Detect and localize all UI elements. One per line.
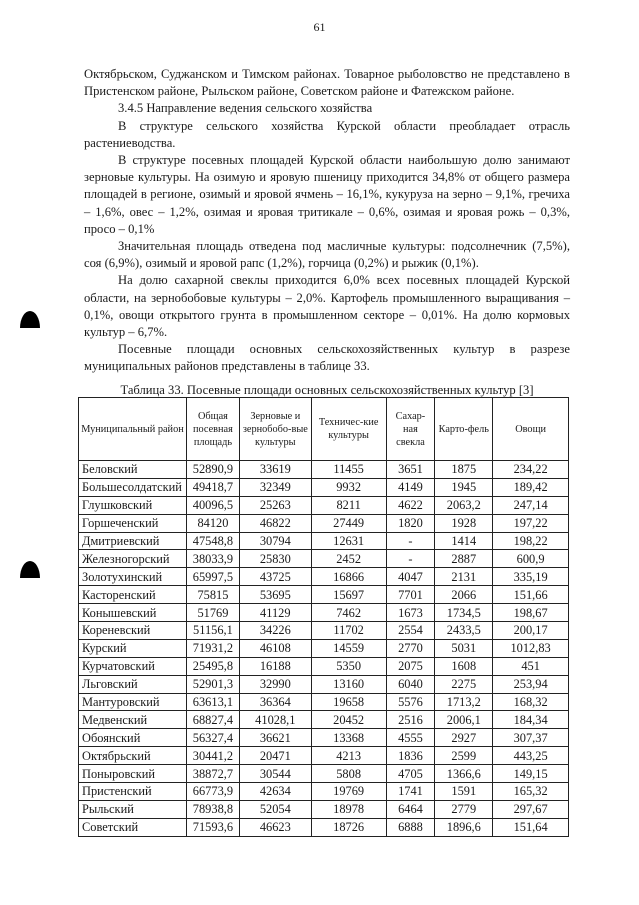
sugar-beet-area-cell: 2770 <box>386 639 435 657</box>
table-row <box>79 729 569 747</box>
total-area-cell: 25495,8 <box>186 657 239 675</box>
header-potato: Карто-фель <box>435 398 493 461</box>
potato-area-cell: 1928 <box>435 514 493 532</box>
district-name-cell: Поныровский <box>79 765 187 783</box>
sugar-beet-area-cell: 4705 <box>386 765 435 783</box>
technical-area-cell: 13368 <box>311 729 386 747</box>
binder-hole-mark <box>20 561 40 578</box>
total-area-cell: 71931,2 <box>186 639 239 657</box>
technical-area-cell: 15697 <box>311 586 386 604</box>
technical-area-cell: 18726 <box>311 818 386 836</box>
sugar-beet-area-cell: 4622 <box>386 496 435 514</box>
vegetables-area-cell: 184,34 <box>493 711 569 729</box>
total-area-cell: 75815 <box>186 586 239 604</box>
grain-area-cell: 25263 <box>239 496 311 514</box>
header-district: Муниципальный район <box>79 398 187 461</box>
grain-area-cell: 16188 <box>239 657 311 675</box>
district-name-cell: Кореневский <box>79 622 187 640</box>
potato-area-cell: 1608 <box>435 657 493 675</box>
sugar-beet-area-cell: - <box>386 532 435 550</box>
sugar-beet-area-cell: 1673 <box>386 604 435 622</box>
district-name-cell: Железногорский <box>79 550 187 568</box>
total-area-cell: 30441,2 <box>186 747 239 765</box>
total-area-cell: 78938,8 <box>186 800 239 818</box>
sugar-beet-area-cell: 4555 <box>386 729 435 747</box>
technical-area-cell: 7462 <box>311 604 386 622</box>
vegetables-area-cell: 234,22 <box>493 461 569 479</box>
table-row <box>79 478 569 496</box>
district-name-cell: Пристенский <box>79 783 187 801</box>
vegetables-area-cell: 165,32 <box>493 783 569 801</box>
potato-area-cell: 2433,5 <box>435 622 493 640</box>
total-area-cell: 47548,8 <box>186 532 239 550</box>
grain-area-cell: 32990 <box>239 675 311 693</box>
grain-area-cell: 41028,1 <box>239 711 311 729</box>
sugar-beet-area-cell: 4149 <box>386 478 435 496</box>
table-row <box>79 747 569 765</box>
vegetables-area-cell: 151,64 <box>493 818 569 836</box>
sugar-beet-area-cell: 1836 <box>386 747 435 765</box>
potato-area-cell: 1734,5 <box>435 604 493 622</box>
table-caption: Таблица 33. Посевные площади основных сельскохозяйственных культур [3] <box>120 383 534 397</box>
table-row <box>79 604 569 622</box>
grain-area-cell: 36621 <box>239 729 311 747</box>
vegetables-area-cell: 198,67 <box>493 604 569 622</box>
district-name-cell: Касторенский <box>79 586 187 604</box>
technical-area-cell: 5350 <box>311 657 386 675</box>
grain-area-cell: 46108 <box>239 639 311 657</box>
sugar-beet-area-cell: 2516 <box>386 711 435 729</box>
total-area-cell: 71593,6 <box>186 818 239 836</box>
sugar-beet-area-cell: 2075 <box>386 657 435 675</box>
grain-area-cell: 46822 <box>239 514 311 532</box>
total-area-cell: 63613,1 <box>186 693 239 711</box>
table-row <box>79 622 569 640</box>
potato-area-cell: 1896,6 <box>435 818 493 836</box>
potato-area-cell: 1945 <box>435 478 493 496</box>
district-name-cell: Медвенский <box>79 711 187 729</box>
total-area-cell: 66773,9 <box>186 783 239 801</box>
table-row <box>79 496 569 514</box>
sugar-beet-area-cell: 6888 <box>386 818 435 836</box>
table-row <box>79 711 569 729</box>
table-row <box>79 532 569 550</box>
grain-area-cell: 46623 <box>239 818 311 836</box>
grain-area-cell: 20471 <box>239 747 311 765</box>
potato-area-cell: 2275 <box>435 675 493 693</box>
district-name-cell: Большесолдатский <box>79 478 187 496</box>
vegetables-area-cell: 247,14 <box>493 496 569 514</box>
grain-area-cell: 36364 <box>239 693 311 711</box>
sugar-beet-area-cell: - <box>386 550 435 568</box>
district-name-cell: Курский <box>79 639 187 657</box>
total-area-cell: 38872,7 <box>186 765 239 783</box>
potato-area-cell: 2131 <box>435 568 493 586</box>
table-row <box>79 818 569 836</box>
potato-area-cell: 2006,1 <box>435 711 493 729</box>
technical-area-cell: 14559 <box>311 639 386 657</box>
grain-area-cell: 52054 <box>239 800 311 818</box>
technical-area-cell: 27449 <box>311 514 386 532</box>
technical-area-cell: 9932 <box>311 478 386 496</box>
district-name-cell: Мантуровский <box>79 693 187 711</box>
grain-area-cell: 30794 <box>239 532 311 550</box>
sugar-beet-area-cell: 6464 <box>386 800 435 818</box>
body-text <box>84 66 570 376</box>
grain-area-cell: 43725 <box>239 568 311 586</box>
header-grain: Зерновые и зернобобо-вые культуры <box>239 398 311 461</box>
potato-area-cell: 1366,6 <box>435 765 493 783</box>
total-area-cell: 52901,3 <box>186 675 239 693</box>
district-name-cell: Обоянский <box>79 729 187 747</box>
total-area-cell: 56327,4 <box>186 729 239 747</box>
header-vegetables: Овощи <box>493 398 569 461</box>
table-row <box>79 657 569 675</box>
grain-area-cell: 42634 <box>239 783 311 801</box>
technical-area-cell: 18978 <box>311 800 386 818</box>
grain-area-cell: 33619 <box>239 461 311 479</box>
district-name-cell: Советский <box>79 818 187 836</box>
district-name-cell: Конышевский <box>79 604 187 622</box>
potato-area-cell: 2066 <box>435 586 493 604</box>
potato-area-cell: 1414 <box>435 532 493 550</box>
potato-area-cell: 1713,2 <box>435 693 493 711</box>
paragraph-oilseeds: Значительная площадь отведена под масличные культуры: подсолнечник (7,5%), соя (6,9%), озимый и яровой рапс (1,2%), горчица (0,2%) и рыжик (0,1%). <box>84 239 570 271</box>
vegetables-area-cell: 451 <box>493 657 569 675</box>
potato-area-cell: 2779 <box>435 800 493 818</box>
total-area-cell: 40096,5 <box>186 496 239 514</box>
vegetables-area-cell: 197,22 <box>493 514 569 532</box>
total-area-cell: 51769 <box>186 604 239 622</box>
grain-area-cell: 25830 <box>239 550 311 568</box>
potato-area-cell: 2927 <box>435 729 493 747</box>
header-sugar-beet: Сахар-ная свекла <box>386 398 435 461</box>
vegetables-area-cell: 335,19 <box>493 568 569 586</box>
district-name-cell: Глушковский <box>79 496 187 514</box>
sugar-beet-area-cell: 4047 <box>386 568 435 586</box>
technical-area-cell: 4213 <box>311 747 386 765</box>
total-area-cell: 65997,5 <box>186 568 239 586</box>
technical-area-cell: 13160 <box>311 675 386 693</box>
paragraph-grain: В структуре посевных площадей Курской области наибольшую долю занимают зерновые культуры. На озимую и яровую пшеницу приходится 34,8% от общего размера площадей в регионе, озимый и яровой ячмень – 16,1%, кукуруза на зерно – 9,1%, гречиха – 1,6%, овес – 1,2%, озимая и яровая тритикале – 0,6%, озимая и яровая рожь – 0,3%, просо – 0,1% <box>84 153 570 236</box>
paragraph-sugar-beet: На долю сахарной свеклы приходится 6,0% всех посевных площадей Курской области, на зернобобовые культуры – 2,0%. Картофель промышленного выращивания – 0,1%, овощи открытого грунта в промышленном секторе – 0,01%. На долю кормовых культур – 6,7%. <box>84 273 570 340</box>
potato-area-cell: 2599 <box>435 747 493 765</box>
sugar-beet-area-cell: 5576 <box>386 693 435 711</box>
total-area-cell: 49418,7 <box>186 478 239 496</box>
header-technical: Техничес-кие культуры <box>311 398 386 461</box>
crop-area-table <box>78 397 569 837</box>
technical-area-cell: 19658 <box>311 693 386 711</box>
table-row <box>79 550 569 568</box>
technical-area-cell: 11702 <box>311 622 386 640</box>
vegetables-area-cell: 600,9 <box>493 550 569 568</box>
grain-area-cell: 30544 <box>239 765 311 783</box>
total-area-cell: 84120 <box>186 514 239 532</box>
sugar-beet-area-cell: 2554 <box>386 622 435 640</box>
total-area-cell: 51156,1 <box>186 622 239 640</box>
technical-area-cell: 16866 <box>311 568 386 586</box>
potato-area-cell: 2063,2 <box>435 496 493 514</box>
header-total-area: Общая посевная площадь <box>186 398 239 461</box>
grain-area-cell: 32349 <box>239 478 311 496</box>
table-row <box>79 461 569 479</box>
vegetables-area-cell: 200,17 <box>493 622 569 640</box>
potato-area-cell: 2887 <box>435 550 493 568</box>
sugar-beet-area-cell: 6040 <box>386 675 435 693</box>
technical-area-cell: 12631 <box>311 532 386 550</box>
technical-area-cell: 8211 <box>311 496 386 514</box>
technical-area-cell: 20452 <box>311 711 386 729</box>
potato-area-cell: 1875 <box>435 461 493 479</box>
sugar-beet-area-cell: 1741 <box>386 783 435 801</box>
table-row <box>79 586 569 604</box>
vegetables-area-cell: 297,67 <box>493 800 569 818</box>
district-name-cell: Беловский <box>79 461 187 479</box>
grain-area-cell: 53695 <box>239 586 311 604</box>
binder-hole-mark <box>20 311 40 328</box>
potato-area-cell: 1591 <box>435 783 493 801</box>
table-row <box>79 693 569 711</box>
district-name-cell: Курчатовский <box>79 657 187 675</box>
potato-area-cell: 5031 <box>435 639 493 657</box>
technical-area-cell: 5808 <box>311 765 386 783</box>
page-number: 61 <box>313 20 326 34</box>
grain-area-cell: 41129 <box>239 604 311 622</box>
vegetables-area-cell: 149,15 <box>493 765 569 783</box>
vegetables-area-cell: 151,66 <box>493 586 569 604</box>
vegetables-area-cell: 198,22 <box>493 532 569 550</box>
technical-area-cell: 19769 <box>311 783 386 801</box>
sugar-beet-area-cell: 7701 <box>386 586 435 604</box>
section-heading: 3.4.5 Направление ведения сельского хозяйства <box>118 101 373 116</box>
table-row <box>79 800 569 818</box>
sugar-beet-area-cell: 3651 <box>386 461 435 479</box>
vegetables-area-cell: 189,42 <box>493 478 569 496</box>
technical-area-cell: 2452 <box>311 550 386 568</box>
technical-area-cell: 11455 <box>311 461 386 479</box>
sugar-beet-area-cell: 1820 <box>386 514 435 532</box>
paragraph-structure: В структуре сельского хозяйства Курской области преобладает отрасль растениеводства. <box>84 118 570 150</box>
paragraph-continuation: Октябрьском, Суджанском и Тимском районах. Товарное рыболовство не представлено в Пристенском районе, Рыльском районе, Советском районе и Фатежском районе. <box>84 67 570 99</box>
grain-area-cell: 34226 <box>239 622 311 640</box>
district-name-cell: Льговский <box>79 675 187 693</box>
vegetables-area-cell: 253,94 <box>493 675 569 693</box>
total-area-cell: 68827,4 <box>186 711 239 729</box>
paragraph-table-intro: Посевные площади основных сельскохозяйственных культур в разрезе муниципальных районов представлены в таблице 33. <box>84 342 570 374</box>
vegetables-area-cell: 443,25 <box>493 747 569 765</box>
total-area-cell: 38033,9 <box>186 550 239 568</box>
district-name-cell: Горшеченский <box>79 514 187 532</box>
table-row <box>79 514 569 532</box>
table-header-row <box>79 398 569 461</box>
table-row <box>79 765 569 783</box>
district-name-cell: Золотухинский <box>79 568 187 586</box>
vegetables-area-cell: 307,37 <box>493 729 569 747</box>
district-name-cell: Октябрьский <box>79 747 187 765</box>
table-row <box>79 639 569 657</box>
table-row <box>79 568 569 586</box>
district-name-cell: Рыльский <box>79 800 187 818</box>
vegetables-area-cell: 168,32 <box>493 693 569 711</box>
vegetables-area-cell: 1012,83 <box>493 639 569 657</box>
table-row <box>79 783 569 801</box>
table-row <box>79 675 569 693</box>
total-area-cell: 52890,9 <box>186 461 239 479</box>
district-name-cell: Дмитриевский <box>79 532 187 550</box>
